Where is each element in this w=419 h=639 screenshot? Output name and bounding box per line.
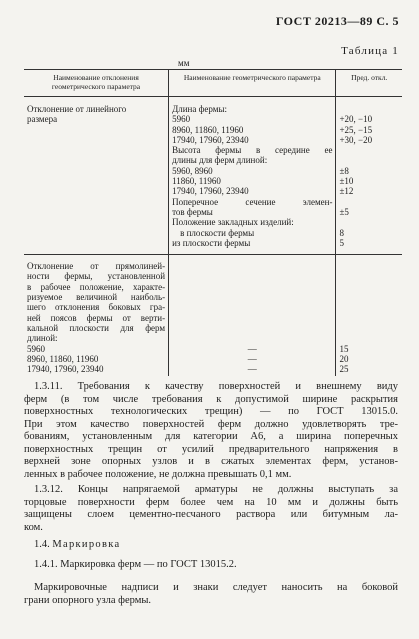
cell-line bbox=[339, 271, 399, 281]
cell-line bbox=[339, 261, 399, 271]
cell-line: Высота фермы в середине ее bbox=[172, 145, 333, 156]
dash-mark: — bbox=[247, 364, 257, 375]
text-line: ком. bbox=[24, 521, 43, 533]
cell-line: кальной плоскости для ферм bbox=[27, 322, 166, 333]
cell-line bbox=[172, 282, 332, 292]
cell-line bbox=[339, 313, 399, 323]
cell-line: +30, −20 bbox=[339, 134, 373, 145]
cell-line: длиной: bbox=[27, 333, 58, 344]
cell-line: 8 bbox=[339, 227, 344, 238]
parameter-cell bbox=[169, 97, 336, 255]
text-line: Маркировочные надписи и знаки следует наносить на боковой bbox=[34, 582, 398, 593]
cell-line: 8960, 11860, 11960 bbox=[172, 124, 244, 135]
cell-line: 20 bbox=[339, 353, 349, 364]
text-line: поверхностных технологических трещин) — по ГОСТ 13015.0. bbox=[24, 406, 398, 417]
text-line: бованиям, установленным для категории А6, а ширина поперечных bbox=[24, 431, 398, 442]
table-unit: мм bbox=[178, 58, 190, 68]
cell-line bbox=[172, 313, 332, 323]
section-number: 1.4. bbox=[34, 539, 50, 550]
cell-line bbox=[339, 197, 399, 207]
text-line: ленных в рабочее положение, не должна превышать 0,1 мм. bbox=[24, 468, 292, 480]
header-tolerance: Пред. откл. bbox=[336, 70, 402, 97]
cell-line: ±10 bbox=[339, 176, 354, 187]
table-row-straightness bbox=[24, 255, 402, 377]
tolerance-table bbox=[24, 69, 402, 376]
cell-line: тов фермы bbox=[172, 206, 213, 217]
paragraph-1-3-12 bbox=[24, 484, 398, 534]
tolerance-cell bbox=[336, 97, 402, 255]
cell-line: ±5 bbox=[339, 206, 349, 217]
parameter-cell bbox=[169, 255, 336, 377]
cell-line: 15 bbox=[339, 343, 349, 354]
cell-line bbox=[172, 323, 332, 333]
cell-line: 5 bbox=[339, 237, 344, 248]
cell-line: длины для ферм длиной: bbox=[172, 155, 268, 166]
cell-line: в плоскости фермы bbox=[180, 227, 255, 238]
cell-line: 17940, 17960, 23940 bbox=[172, 186, 249, 197]
cell-line: шего отклонения боковых гра- bbox=[27, 302, 166, 313]
header-parameter-name: Наименование геометрического параметра bbox=[169, 70, 336, 97]
cell-line: 5960, 8960 bbox=[172, 165, 213, 176]
cell-line: Длина фермы: bbox=[172, 104, 228, 114]
cell-line: Положение закладных изделий: bbox=[172, 217, 294, 228]
header-deviation-name: Наименование отклонения геометрического параметра bbox=[24, 70, 169, 97]
section-heading-1-4 bbox=[24, 539, 398, 552]
text-line: ферм (в том числе требования к допустимой ширине раскрытия bbox=[24, 393, 398, 405]
cell-line: Отклонение от линейного bbox=[27, 104, 127, 114]
dash-mark: — bbox=[247, 353, 257, 364]
paragraph-1-4-1 bbox=[24, 559, 398, 572]
text-line: верхней зоне опорных узлов и в сжатых элементах ферм, установ- bbox=[24, 456, 398, 467]
cell-line bbox=[339, 333, 399, 343]
cell-line: ризуемое величиной наиболь- bbox=[27, 292, 166, 303]
cell-line bbox=[339, 282, 399, 292]
cell-line: 17940, 17960, 23940 bbox=[27, 364, 104, 375]
cell-line: 17940, 17960, 23940 bbox=[172, 134, 249, 145]
paragraph-1-3-11 bbox=[24, 381, 398, 481]
table-caption: Таблица 1 bbox=[341, 45, 399, 57]
text-line: 1.3.11. Требования к качеству поверхностей и внешнему виду bbox=[34, 381, 398, 392]
page-header: ГОСТ 20213—89 С. 5 bbox=[275, 14, 399, 28]
cell-line bbox=[339, 302, 399, 312]
cell-line: размера bbox=[27, 114, 58, 125]
cell-line bbox=[172, 333, 332, 343]
cell-line: в рабочее положение, характе- bbox=[27, 281, 166, 292]
text-line: 1.3.12. Концы напрягаемой арматуры не должны выступать за bbox=[34, 484, 398, 495]
cell-line: +25, −15 bbox=[339, 124, 373, 135]
cell-line: Поперечное сечение элемен- bbox=[172, 196, 333, 207]
table-header-row bbox=[24, 70, 402, 97]
cell-line bbox=[339, 104, 399, 114]
paragraph-marking bbox=[24, 582, 398, 607]
cell-line: 5960 bbox=[27, 343, 45, 354]
cell-line bbox=[172, 261, 332, 271]
cell-line: Отклонение от прямолиней- bbox=[27, 261, 166, 272]
section-title bbox=[24, 539, 398, 552]
cell-line: 11860, 11960 bbox=[172, 176, 221, 187]
cell-line bbox=[172, 302, 332, 312]
text-line: поверхностных трещин от усилий предварительного напряжения в bbox=[24, 443, 398, 455]
dash-mark: — bbox=[247, 343, 257, 354]
cell-line: ±12 bbox=[339, 186, 354, 197]
cell-line: 8960, 11860, 11960 bbox=[27, 353, 99, 364]
table-row-linear bbox=[24, 97, 402, 255]
cell-line bbox=[339, 217, 399, 227]
text-line: грани опорного узла фермы. bbox=[24, 594, 152, 606]
cell-line bbox=[172, 271, 332, 281]
cell-line: +20, −10 bbox=[339, 114, 373, 125]
section-name: Маркировка bbox=[52, 539, 121, 550]
cell-line: 5960 bbox=[172, 114, 191, 125]
deviation-cell bbox=[24, 255, 169, 377]
deviation-cell bbox=[24, 97, 169, 255]
text-line: торцовые поверхности ферм более чем на 10 мм и должны быть bbox=[24, 496, 398, 508]
cell-line bbox=[339, 292, 399, 302]
cell-line bbox=[339, 323, 399, 333]
text-line: 1.4.1. Маркировка ферм — по ГОСТ 13015.2. bbox=[34, 559, 237, 570]
cell-line bbox=[172, 292, 332, 302]
cell-line bbox=[339, 155, 399, 165]
tolerance-cell bbox=[336, 255, 402, 377]
cell-line bbox=[339, 145, 399, 155]
cell-line: ней поясов фермы от верти- bbox=[27, 312, 166, 323]
cell-line: ±8 bbox=[339, 165, 349, 176]
cell-line: из плоскости фермы bbox=[172, 237, 251, 248]
cell-line: ности фермы, установленной bbox=[27, 271, 166, 282]
text-line: защищены слоем цементно-песчаного раствора или битумным ла- bbox=[24, 509, 398, 520]
cell-line: 25 bbox=[339, 364, 349, 375]
text-line: При этом качество поверхностей ферм должно удовлетворять тре- bbox=[24, 418, 398, 430]
